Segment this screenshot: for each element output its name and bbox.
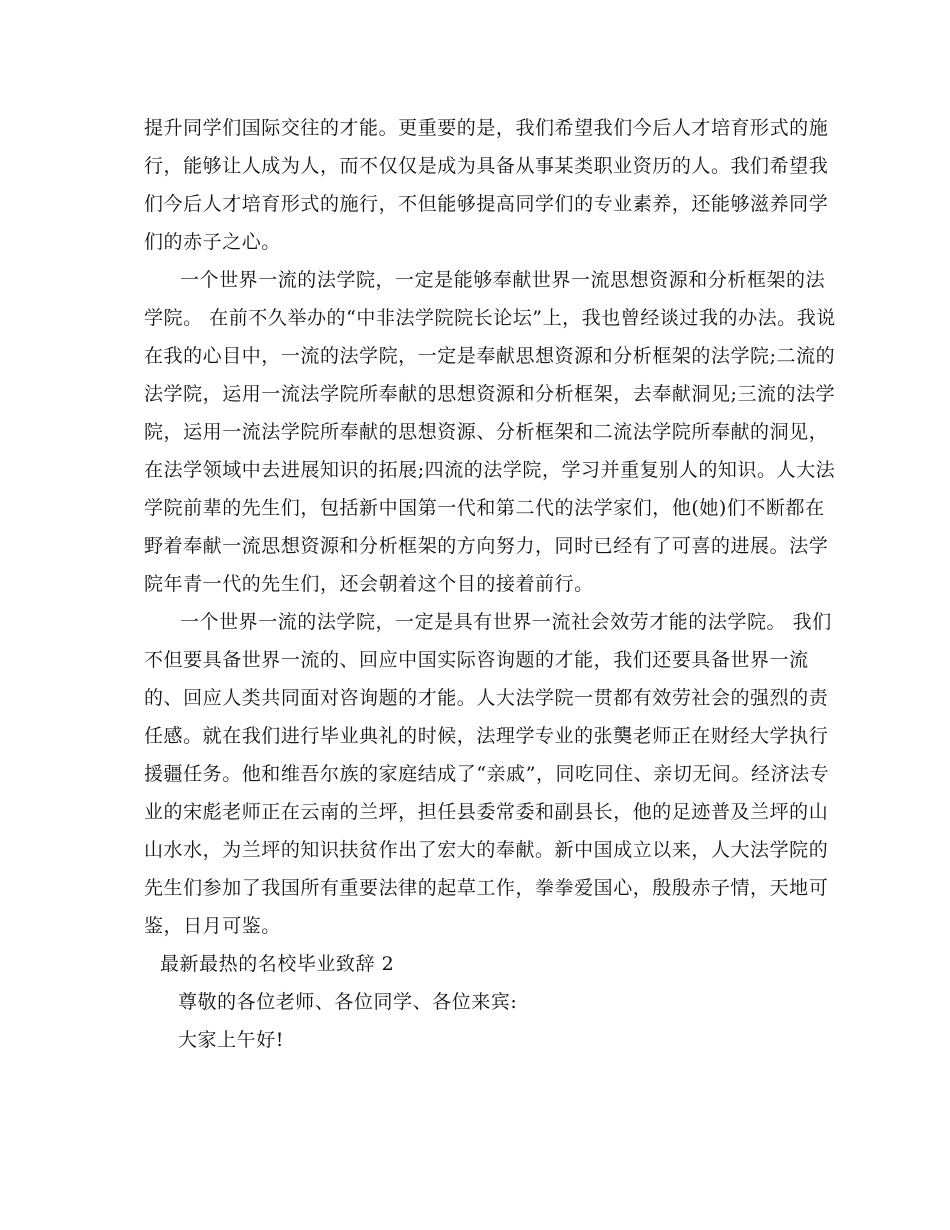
paragraph-1-line-4: 们的赤子之心。 (144, 231, 281, 253)
paragraph-2-line-3: 在我的心目中，一流的法学院，一定是奉献思想资源和分析框架的法学院;二流的 (144, 345, 836, 367)
paragraph-3-line-2: 不但要具备世界一流的、回应中国实际咨询题的才能，我们还要具备世界一流 (144, 649, 809, 671)
paragraph-3-line-5: 援疆任务。他和维吾尔族的家庭结成了“亲戚”，同吃同住、亲切无间。经济法专 (144, 763, 830, 785)
paragraph-2-line-4: 法学院，运用一流法学院所奉献的思想资源和分析框架，去奉献洞见;三流的法学 (144, 383, 836, 405)
paragraph-2-line-1: 一个世界一流的法学院，一定是能够奉献世界一流思想资源和分析框架的法 (180, 269, 826, 291)
paragraph-3-line-1: 一个世界一流的法学院，一定是具有世界一流社会效劳才能的法学院。 我们 (180, 611, 832, 633)
paragraph-1-line-2: 行，能够让人成为人，而不仅仅是成为具备从事某类职业资历的人。我们希望我 (144, 155, 829, 177)
greeting-salutation: 尊敬的各位老师、各位同学、各位来宾: (178, 991, 518, 1013)
paragraph-2-line-9: 院年青一代的先生们，还会朝着这个目的接着前行。 (144, 573, 594, 595)
paragraph-3-line-3: 的、回应人类共同面对咨询题的才能。人大法学院一贯都有效劳社会的强烈的责 (144, 687, 829, 709)
section-heading: 最新最热的名校毕业致辞 2 (160, 953, 395, 975)
paragraph-1-line-3: 们今后人才培育形式的施行，不但能够提高同学们的专业素养，还能够滋养同学 (144, 193, 829, 215)
paragraph-2-line-2: 学院。 在前不久举办的“中非法学院院长论坛”上，我也曾经谈过我的办法。我说 (144, 307, 836, 329)
paragraph-3-line-7: 山水水，为兰坪的知识扶贫作出了宏大的奉献。新中国成立以来，人大法学院的 (144, 839, 829, 861)
paragraph-3-line-8: 先生们参加了我国所有重要法律的起草工作，拳拳爱国心，殷殷赤子情，天地可 (144, 877, 829, 899)
paragraph-2-line-6: 在法学领域中去进展知识的拓展;四流的法学院，学习并重复别人的知识。人大法 (144, 459, 836, 481)
paragraph-3-line-6: 业的宋彪老师正在云南的兰坪，担任县委常委和副县长，他的足迹普及兰坪的山 (144, 801, 829, 823)
paragraph-1-line-1: 提升同学们国际交往的才能。更重要的是，我们希望我们今后人才培育形式的施 (144, 117, 829, 139)
paragraph-2-line-5: 院，运用一流法学院所奉献的思想资源、分析框架和二流法学院所奉献的洞见， (144, 421, 829, 443)
paragraph-2-line-8: 野着奉献一流思想资源和分析框架的方向努力，同时已经有了可喜的进展。法学 (144, 535, 829, 557)
greeting-good-morning: 大家上午好! (178, 1029, 284, 1051)
paragraph-3-line-4: 任感。就在我们进行毕业典礼的时候，法理学专业的张龑老师正在财经大学执行 (144, 725, 829, 747)
paragraph-2-line-7: 学院前辈的先生们，包括新中国第一代和第二代的法学家们，他(她)们不断都在 (144, 497, 825, 519)
paragraph-3-line-9: 鉴，日月可鉴。 (144, 915, 281, 937)
